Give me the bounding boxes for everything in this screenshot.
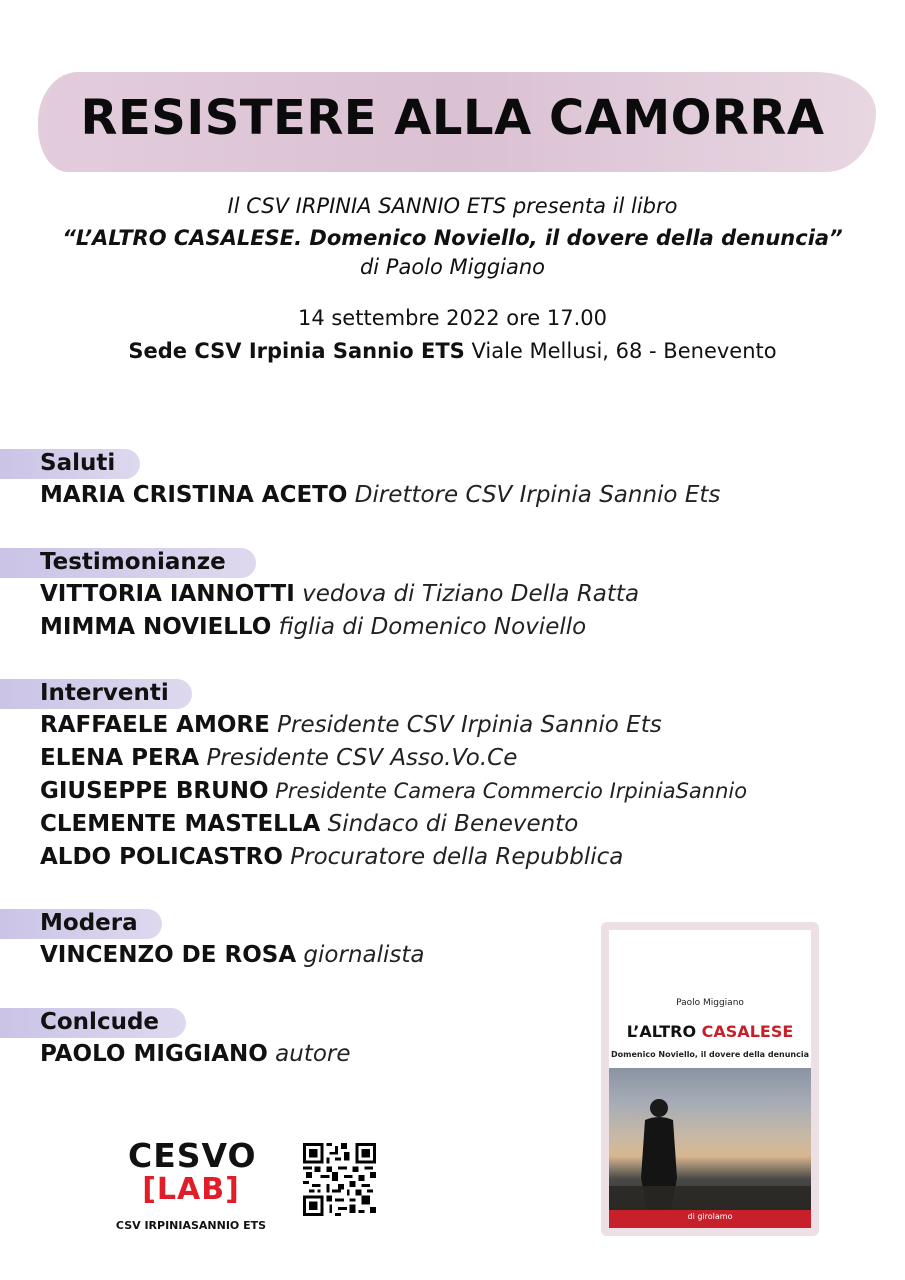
presentation-line-1: Il CSV IRPINIA SANNIO ETS presenta il libro (227, 194, 678, 218)
speaker-role: Procuratore della Repubblica (282, 844, 624, 870)
section-heading-testimonianze: Testimonianze (40, 549, 226, 575)
author-line: di Paolo Miggiano (359, 255, 546, 279)
speaker-row (40, 942, 425, 968)
speaker-name: ELENA PERA (40, 745, 200, 771)
book-title (609, 1022, 811, 1041)
cesvo-logo-text: CESVO (128, 1136, 257, 1175)
speaker-row (40, 844, 623, 870)
section-heading-conclude: Conlcude (40, 1009, 160, 1035)
speaker-name: VINCENZO DE ROSA (40, 942, 297, 968)
book-publisher: di girolamo (687, 1212, 733, 1221)
speaker-row (40, 581, 639, 607)
book-title-line: “L’ALTRO CASALESE. Domenico Noviello, il dovere della denuncia” (62, 226, 843, 250)
section-heading-saluti: Saluti (40, 450, 116, 476)
speaker-row (40, 712, 662, 738)
speaker-row (40, 778, 747, 804)
section-heading-interventi: Interventi (40, 680, 169, 706)
speaker-row (40, 482, 720, 508)
speaker-row (40, 811, 578, 837)
speaker-name: ALDO POLICASTRO (40, 844, 283, 870)
speaker-name: MIMMA NOVIELLO (40, 614, 272, 640)
speaker-name: RAFFAELE AMORE (40, 712, 270, 738)
section-heading-modera: Modera (40, 910, 138, 936)
book-author: Paolo Miggiano (676, 998, 744, 1008)
speaker-name: PAOLO MIGGIANO (40, 1041, 268, 1067)
speaker-name: GIUSEPPE BRUNO (40, 778, 269, 804)
speaker-role: Direttore CSV Irpinia Sannio Ets (347, 482, 721, 508)
speaker-role: autore (267, 1041, 351, 1067)
book-title-black: L’ALTRO (626, 1022, 702, 1041)
speaker-row (40, 1041, 351, 1067)
cesvo-caption: CSV IRPINIASANNIO ETS (115, 1219, 267, 1232)
silhouette-icon (609, 1068, 811, 1210)
speaker-role: Sindaco di Benevento (320, 811, 579, 837)
speaker-role: Presidente CSV Irpinia Sannio Ets (269, 712, 662, 738)
speaker-row (40, 745, 517, 771)
cesvo-lab-text: [LAB] (142, 1172, 240, 1207)
speaker-name: VITTORIA IANNOTTI (40, 581, 295, 607)
book-cover-frame (601, 922, 819, 1236)
book-title-red: CASALESE (701, 1022, 794, 1041)
speaker-role: giornalista (296, 942, 425, 968)
venue-address: Viale Mellusi, 68 - Benevento (464, 339, 777, 363)
book-cover-photo (609, 1068, 811, 1210)
qr-code-icon[interactable] (303, 1143, 376, 1216)
speaker-row (40, 614, 586, 640)
speaker-role: figlia di Domenico Noviello (271, 614, 587, 640)
speaker-role: Presidente Camera Commercio IrpiniaSannio (268, 779, 748, 803)
book-cover (609, 930, 811, 1228)
speaker-name: CLEMENTE MASTELLA (40, 811, 321, 837)
speaker-name: MARIA CRISTINA ACETO (40, 482, 348, 508)
speaker-role: vedova di Tiziano Della Ratta (294, 581, 640, 607)
book-subtitle: Domenico Noviello, il dovere della denuncia (611, 1050, 809, 1059)
speaker-role: Presidente CSV Asso.Vo.Ce (199, 745, 518, 771)
event-date: 14 settembre 2022 ore 17.00 (297, 306, 608, 330)
venue-name: Sede CSV Irpinia Sannio ETS (128, 339, 465, 363)
page-title: RESISTERE ALLA CAMORRA (80, 90, 825, 146)
event-venue (0, 339, 905, 363)
